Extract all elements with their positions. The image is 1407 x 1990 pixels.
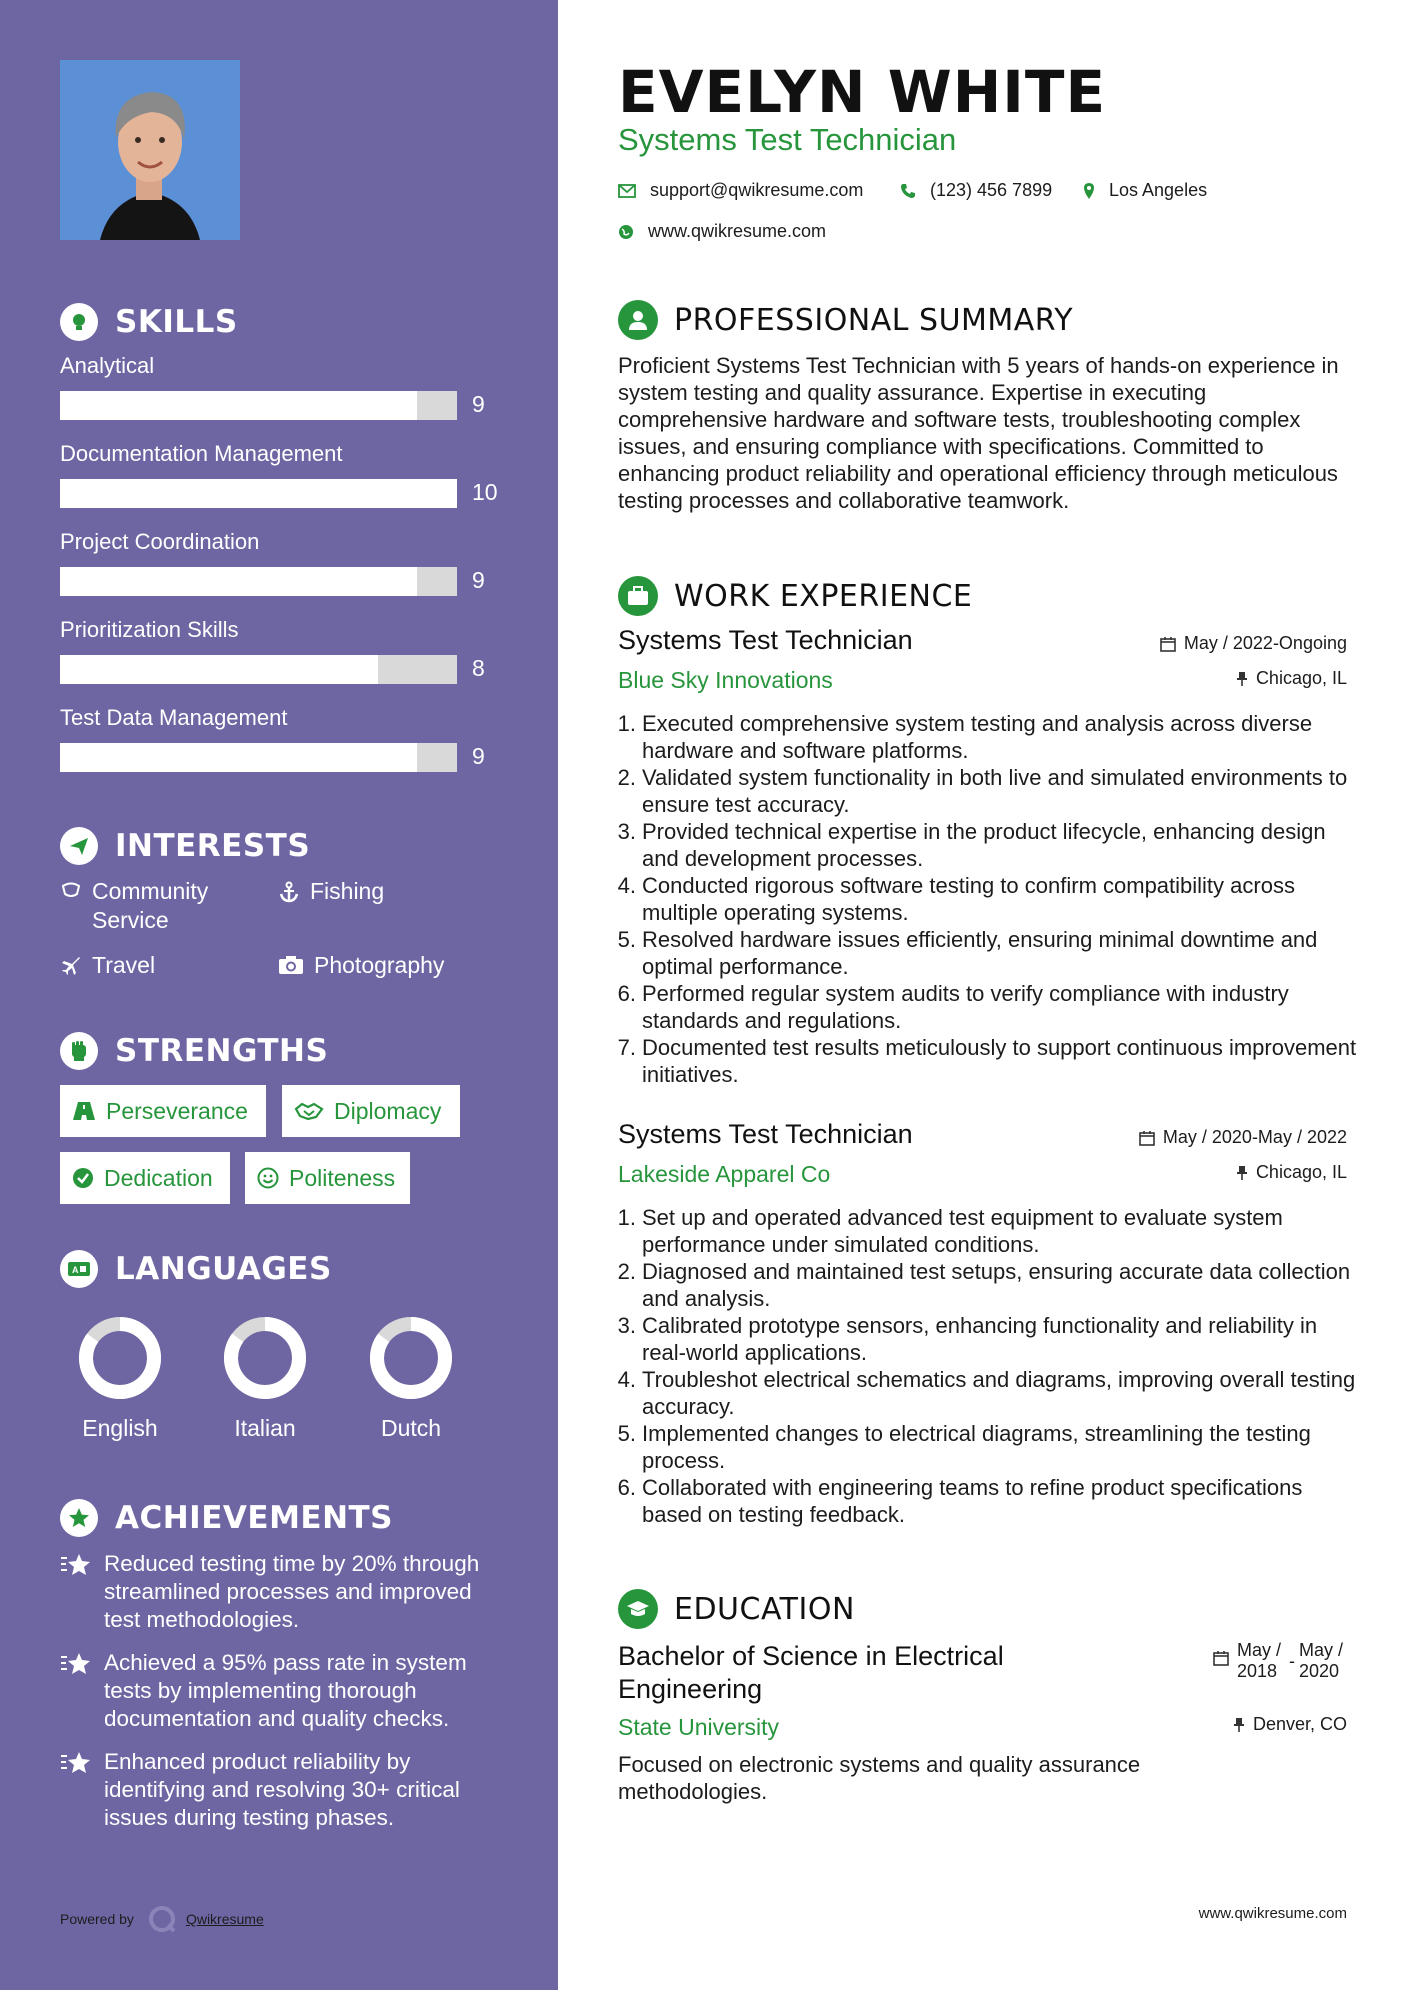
strength-dedication bbox=[60, 1152, 230, 1204]
bullet-text: Resolved hardware issues efficiently, ensuring minimal downtime and optimal performance. bbox=[642, 927, 1318, 979]
skill-value: 9 bbox=[472, 391, 485, 417]
skill-bar-fill bbox=[60, 655, 378, 684]
education-location bbox=[1233, 1714, 1347, 1735]
star-icon bbox=[60, 1651, 92, 1682]
map-pin-icon bbox=[1083, 182, 1095, 200]
bullet-text: Documented test results meticulously to support continuous improvement initiatives. bbox=[642, 1035, 1357, 1087]
achievement-item bbox=[60, 1550, 500, 1634]
achievements-heading bbox=[60, 1499, 393, 1537]
language-icon bbox=[60, 1250, 98, 1288]
calendar-icon bbox=[1160, 636, 1176, 652]
skill-value: 9 bbox=[472, 743, 485, 769]
job-bullet bbox=[608, 1474, 1358, 1528]
job-dates bbox=[1139, 1127, 1347, 1148]
job-dates bbox=[1160, 633, 1347, 654]
fist-icon bbox=[60, 1032, 98, 1070]
date-separator: - bbox=[1289, 1651, 1295, 1671]
contact-website[interactable] bbox=[618, 221, 826, 242]
job-bullet bbox=[608, 1258, 1358, 1312]
footer-website[interactable]: www.qwikresume.com bbox=[1198, 1905, 1347, 1922]
education-end: May / 2020 bbox=[1299, 1640, 1344, 1681]
lightbulb-icon bbox=[60, 303, 98, 341]
bullet-text: Implemented changes to electrical diagrams, streamlining the testing process. bbox=[642, 1421, 1311, 1473]
pin-icon bbox=[1236, 1165, 1248, 1181]
star-icon bbox=[60, 1750, 92, 1781]
education-location-text: Denver, CO bbox=[1252, 1714, 1347, 1734]
bullet-text: Executed comprehensive system testing and analysis across diverse hardware and software platforms. bbox=[642, 711, 1313, 763]
strength-label: Politeness bbox=[289, 1164, 396, 1191]
bullet-number: 3. bbox=[617, 1313, 636, 1338]
camera-icon bbox=[278, 955, 304, 975]
candidate-role: Systems Test Technician bbox=[618, 122, 957, 157]
job-bullet bbox=[608, 1312, 1358, 1366]
briefcase-icon bbox=[618, 576, 658, 616]
location-text: Los Angeles bbox=[1109, 180, 1208, 200]
work-heading bbox=[618, 576, 972, 616]
star-icon bbox=[60, 1552, 92, 1583]
language-donut bbox=[190, 1313, 340, 1403]
education-heading bbox=[618, 1589, 855, 1629]
job-bullets bbox=[608, 710, 1358, 1088]
strength-politeness bbox=[245, 1152, 410, 1204]
job-bullet bbox=[608, 1420, 1358, 1474]
strength-label: Perseverance bbox=[106, 1097, 248, 1124]
interest-travel bbox=[60, 951, 155, 980]
bullet-text: Diagnosed and maintained test setups, ensuring accurate data collection and analysis. bbox=[642, 1259, 1351, 1311]
language-item bbox=[45, 1313, 195, 1441]
contact-location bbox=[1083, 180, 1207, 201]
powered-by bbox=[60, 1905, 264, 1933]
summary-heading bbox=[618, 300, 1073, 340]
languages-title: LANGUAGES bbox=[115, 1251, 332, 1287]
skill-value: 8 bbox=[472, 655, 485, 681]
bullet-number: 2. bbox=[617, 765, 636, 790]
education-school: State University bbox=[618, 1714, 780, 1740]
job-location-text: Chicago, IL bbox=[1255, 668, 1347, 688]
qwikresume-link[interactable]: Qwikresume bbox=[185, 1911, 264, 1927]
achievement-item bbox=[60, 1748, 500, 1832]
job-bullet bbox=[608, 926, 1358, 980]
anchor-icon bbox=[278, 881, 300, 903]
job-bullets bbox=[608, 1204, 1358, 1528]
skill-name: Documentation Management bbox=[60, 441, 343, 466]
bullet-text: Calibrated prototype sensors, enhancing functionality and reliability in real-world applications. bbox=[642, 1313, 1318, 1365]
interest-label: Travel bbox=[92, 952, 156, 978]
bullet-text: Validated system functionality in both live and simulated environments to ensure test accuracy. bbox=[642, 765, 1348, 817]
job-company: Lakeside Apparel Co bbox=[618, 1161, 831, 1187]
achievement-text: Achieved a 95% pass rate in system tests by implementing thorough documentation and quality checks. bbox=[104, 1650, 467, 1731]
bullet-text: Provided technical expertise in the product lifecycle, enhancing design and development processes. bbox=[642, 819, 1326, 871]
svg-text:A: A bbox=[72, 1265, 79, 1275]
check-circle-icon bbox=[72, 1167, 94, 1189]
graduation-cap-icon bbox=[618, 1589, 658, 1629]
interest-label: Fishing bbox=[310, 878, 385, 904]
strength-diplomacy bbox=[282, 1085, 460, 1137]
skill-bar bbox=[60, 567, 457, 596]
skill-bar bbox=[60, 391, 457, 420]
job-bullet bbox=[608, 980, 1358, 1034]
language-donut bbox=[45, 1313, 195, 1403]
user-icon bbox=[618, 300, 658, 340]
language-name: English bbox=[82, 1415, 158, 1441]
skill-bar bbox=[60, 743, 457, 772]
bullet-number: 5. bbox=[617, 1421, 636, 1446]
strength-label: Diplomacy bbox=[334, 1097, 442, 1124]
strength-label: Dedication bbox=[104, 1164, 213, 1191]
achievements-title: ACHIEVEMENTS bbox=[115, 1500, 394, 1536]
job-bullet bbox=[608, 710, 1358, 764]
job-dates-text: May / 2022-Ongoing bbox=[1183, 633, 1347, 653]
main-content bbox=[558, 0, 1407, 1990]
pin-icon bbox=[1233, 1717, 1245, 1733]
skill-bar-fill bbox=[60, 479, 457, 508]
languages-heading bbox=[60, 1250, 332, 1288]
job-bullet bbox=[608, 764, 1358, 818]
language-item bbox=[190, 1313, 340, 1441]
education-degree: Bachelor of Science in Electrical Engineering bbox=[618, 1641, 1004, 1704]
interest-photography bbox=[278, 951, 444, 980]
interest-label: Community Service bbox=[92, 878, 209, 933]
smile-icon bbox=[257, 1167, 279, 1189]
skill-name: Test Data Management bbox=[60, 705, 288, 730]
job-bullet bbox=[608, 1204, 1358, 1258]
skill-name: Analytical bbox=[60, 353, 155, 378]
job-location-text: Chicago, IL bbox=[1255, 1162, 1347, 1182]
star-badge-icon bbox=[60, 1499, 98, 1537]
bullet-number: 1. bbox=[617, 711, 636, 736]
skill-bar bbox=[60, 479, 457, 508]
bullet-text: Set up and operated advanced test equipment to evaluate system performance under simulated conditions. bbox=[642, 1205, 1283, 1257]
job-bullet bbox=[608, 818, 1358, 872]
bullet-number: 2. bbox=[617, 1259, 636, 1284]
language-name: Dutch bbox=[380, 1415, 442, 1441]
summary-text: Proficient Systems Test Technician with 5 years of hands-on experience in system testing and quality assurance. Expertise in executing comprehensive hardware and software tests, troubleshooting complex issues, and ensuring compliance with specifications. Committed to enhancing product reliability and operational efficiency through meticulous testing processes and collaborative teamwork. bbox=[618, 353, 1339, 513]
skill-value: 9 bbox=[472, 567, 485, 593]
skills-title: SKILLS bbox=[115, 304, 238, 340]
education-start: May / 2018 bbox=[1237, 1640, 1282, 1681]
job-bullet bbox=[608, 872, 1358, 926]
education-description: Focused on electronic systems and quality assurance methodologies. bbox=[618, 1752, 1141, 1804]
achievement-text: Reduced testing time by 20% through streamlined processes and improved test methodologies. bbox=[104, 1551, 480, 1632]
website-text: www.qwikresume.com bbox=[648, 221, 827, 241]
interests-heading bbox=[60, 827, 310, 865]
language-item bbox=[336, 1313, 486, 1441]
bullet-number: 6. bbox=[617, 1475, 636, 1500]
powered-by-label: Powered by bbox=[60, 1911, 134, 1927]
job-company: Blue Sky Innovations bbox=[618, 667, 833, 693]
profile-photo bbox=[60, 60, 240, 240]
envelope-icon bbox=[618, 184, 636, 198]
bullet-number: 6. bbox=[617, 981, 636, 1006]
bullet-text: Performed regular system audits to verify compliance with industry standards and regulations. bbox=[642, 981, 1289, 1033]
interest-label: Photography bbox=[314, 952, 445, 978]
achievement-text: Enhanced product reliability by identifying and resolving 30+ critical issues during testing phases. bbox=[104, 1749, 460, 1830]
calendar-icon bbox=[1213, 1650, 1229, 1666]
skill-name: Project Coordination bbox=[60, 529, 260, 554]
pin-icon bbox=[1236, 671, 1248, 687]
bullet-text: Troubleshot electrical schematics and diagrams, improving overall testing accuracy. bbox=[642, 1367, 1356, 1419]
bullet-number: 1. bbox=[617, 1205, 636, 1230]
strength-perseverance bbox=[60, 1085, 266, 1137]
achievement-item bbox=[60, 1649, 500, 1733]
interest-community-service bbox=[60, 877, 260, 935]
strengths-title: STRENGTHS bbox=[115, 1033, 329, 1069]
contact-phone[interactable] bbox=[900, 180, 1052, 201]
bullet-number: 4. bbox=[617, 1367, 636, 1392]
job-title: Systems Test Technician bbox=[618, 625, 913, 655]
paper-plane-icon bbox=[60, 827, 98, 865]
candidate-name: EVELYN WHITE bbox=[618, 58, 1107, 126]
job-location bbox=[1236, 668, 1347, 689]
skills-heading bbox=[60, 303, 238, 341]
skill-name: Prioritization Skills bbox=[60, 617, 239, 642]
language-name: Italian bbox=[234, 1415, 296, 1441]
email-text: support@qwikresume.com bbox=[650, 180, 864, 200]
skill-bar-fill bbox=[60, 567, 417, 596]
education-dates bbox=[1213, 1640, 1347, 1682]
job-bullet bbox=[608, 1366, 1358, 1420]
skill-bar-fill bbox=[60, 391, 417, 420]
job-dates-text: May / 2020-May / 2022 bbox=[1162, 1127, 1347, 1147]
bullet-text: Conducted rigorous software testing to confirm compatibility across multiple operating systems. bbox=[642, 873, 1295, 925]
strengths-heading bbox=[60, 1032, 328, 1070]
phone-text: (123) 456 7899 bbox=[930, 180, 1053, 200]
plane-icon bbox=[60, 955, 82, 975]
interests-title: INTERESTS bbox=[115, 828, 311, 864]
language-donut bbox=[336, 1313, 486, 1403]
bullet-number: 5. bbox=[617, 927, 636, 952]
sidebar bbox=[0, 0, 558, 1990]
skill-bar bbox=[60, 655, 457, 684]
skill-value: 10 bbox=[472, 479, 498, 505]
summary-title: PROFESSIONAL SUMMARY bbox=[674, 302, 1074, 338]
skill-bar-fill bbox=[60, 743, 417, 772]
globe-icon bbox=[618, 224, 634, 240]
bullet-text: Collaborated with engineering teams to refine product specifications based on testing feedback. bbox=[642, 1475, 1303, 1527]
contact-email[interactable] bbox=[618, 180, 863, 201]
calendar-icon bbox=[1139, 1130, 1155, 1146]
interest-fishing bbox=[278, 877, 384, 906]
phone-icon bbox=[900, 183, 916, 199]
education-title: EDUCATION bbox=[674, 1591, 855, 1627]
bullet-number: 3. bbox=[617, 819, 636, 844]
handshake-icon bbox=[294, 1101, 324, 1121]
bullet-number: 7. bbox=[617, 1035, 636, 1060]
bullet-number: 4. bbox=[617, 873, 636, 898]
work-title: WORK EXPERIENCE bbox=[674, 578, 973, 614]
job-location bbox=[1236, 1162, 1347, 1183]
job-title: Systems Test Technician bbox=[618, 1119, 913, 1149]
road-icon bbox=[72, 1101, 96, 1121]
handshake-icon bbox=[60, 881, 82, 899]
job-bullet bbox=[608, 1034, 1358, 1088]
qwikresume-logo-icon bbox=[148, 1905, 176, 1933]
